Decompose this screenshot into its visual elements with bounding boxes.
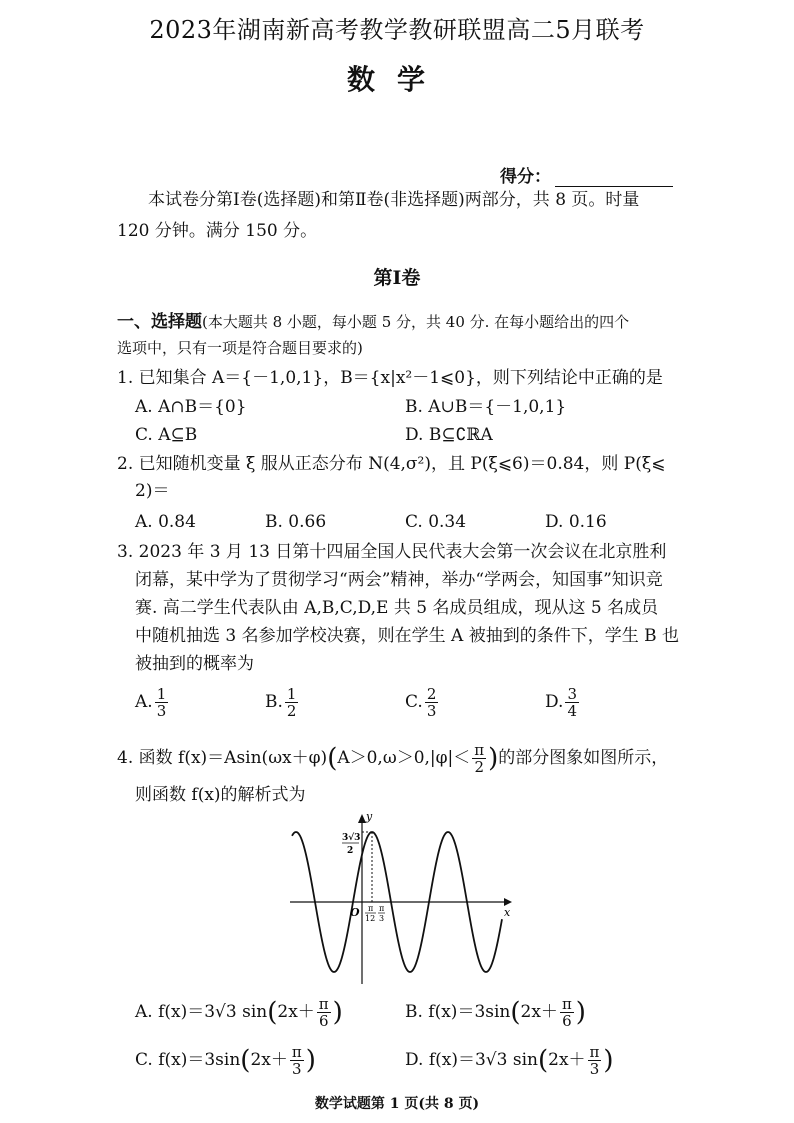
q2-option-a: A. 0.84	[135, 512, 196, 532]
part1-desc-1: (本大题共 8 小题，每小题 5 分，共 40 分. 在每小题给出的四个	[202, 313, 630, 331]
q1-option-c: C. A⊆B	[135, 425, 198, 445]
q2-option-d: D. 0.16	[545, 512, 607, 532]
intro-line-1: 本试卷分第Ⅰ卷(选择题)和第Ⅱ卷(非选择题)两部分，共 8 页。时量	[148, 190, 640, 210]
q3-line-1: 3. 2023 年 3 月 13 日第十四届全国人民代表大会第一次会议在北京胜利	[117, 542, 667, 562]
q4-option-b-fraction: $\frac{\pi}{6}$	[561, 995, 572, 1030]
peak-value-numerator: 3√3	[342, 833, 361, 843]
q1-stem: 1. 已知集合 A＝{－1,0,1}，B＝{x|x²－1⩽0}，则下列结论中正确的是	[117, 368, 663, 388]
q3-option-b-fraction: $\frac{1}{2}$	[286, 685, 297, 720]
q4-option-a-fraction: $\frac{\pi}{6}$	[318, 995, 329, 1030]
q4-stem-1: 4. 函数 f(x)＝Asin(ωx＋φ)(A＞0,ω＞0,|φ|＜ $\frac{\pi}{2}$ )的部分图象如图所示，	[117, 741, 669, 776]
q3-option-d-fraction: $\frac{3}{4}$	[567, 685, 577, 720]
q4-stem-2: 则函数 f(x)的解析式为	[135, 785, 306, 805]
subject-title: 数学	[346, 63, 447, 96]
x-axis-label: x	[504, 906, 511, 919]
score-label: 得分：	[500, 167, 551, 187]
score-blank	[555, 172, 673, 187]
q2-stem-1: 2. 已知随机变量 ξ 服从正态分布 N(4,σ²)，且 P(ξ⩽6)＝0.84，则 P(ξ⩽	[117, 454, 666, 474]
section-title: 第Ⅰ卷	[373, 267, 421, 289]
q1-option-d: D. B⊆∁ℝA	[405, 425, 493, 445]
q4-option-c: C. f(x)＝3sin(2x＋ $\frac{\pi}{3}$ )	[135, 1043, 316, 1078]
part1-heading	[117, 310, 629, 334]
part1-desc-2: 选项中，只有一项是符合题目要求的)	[117, 339, 363, 357]
q3-line-3: 赛. 高二学生代表队由 A,B,C,D,E 共 5 名成员组成，现从这 5 名成员	[135, 598, 659, 618]
exam-title: 2023年湖南新高考教学教研联盟高二5月联考	[149, 16, 645, 44]
y-axis-label: y	[366, 810, 373, 823]
peak-value-denominator: 2	[347, 846, 354, 856]
part1-label: 一、选择题	[117, 312, 202, 332]
q1-option-b: B. A∪B＝{－1,0,1}	[405, 397, 567, 417]
tick2-denominator: 3	[379, 914, 385, 923]
tick1-numerator: π	[368, 904, 374, 913]
q3-line-5: 被抽到的概率为	[135, 654, 254, 674]
q2-option-c: C. 0.34	[405, 512, 467, 532]
x-axis-arrow-icon	[504, 898, 512, 906]
q1-option-a: A. A∩B＝{0}	[135, 397, 247, 417]
q4-option-a: A. f(x)＝3√3 sin(2x＋ $\frac{\pi}{6}$ )	[135, 995, 343, 1030]
q3-option-a-fraction: $\frac{1}{3}$	[156, 685, 167, 720]
q3-line-2: 闭幕，某中学为了贯彻学习“两会”精神，举办“学两会，知国事”知识竞	[135, 570, 663, 590]
y-axis-arrow-icon	[358, 814, 366, 823]
q2-option-b: B. 0.66	[265, 512, 327, 532]
q4-option-d: D. f(x)＝3√3 sin(2x＋ $\frac{\pi}{3}$ )	[405, 1043, 614, 1078]
score-field	[500, 162, 673, 187]
page-footer: 数学试题第 1 页(共 8 页)	[314, 1096, 480, 1112]
q4-phi-bound-fraction: $\frac{\pi}{2}$	[474, 741, 485, 776]
q3-option-b: B. $\frac{1}{2}$	[265, 685, 297, 720]
origin-label: O	[350, 906, 360, 919]
q4-function-graph	[280, 808, 530, 993]
q3-option-c-fraction: $\frac{2}{3}$	[426, 685, 437, 720]
q3-option-d: D. $\frac{3}{4}$	[545, 685, 577, 720]
tick2-numerator: π	[379, 904, 385, 913]
q4-option-c-fraction: $\frac{\pi}{3}$	[291, 1043, 302, 1078]
q2-stem-2: 2)＝	[135, 481, 170, 501]
q4-option-d-fraction: $\frac{\pi}{3}$	[589, 1043, 600, 1078]
q3-option-c: C. $\frac{2}{3}$	[405, 685, 437, 720]
q3-line-4: 中随机抽选 3 名参加学校决赛，则在学生 A 被抽到的条件下，学生 B 也	[135, 626, 680, 646]
tick1-denominator: 12	[365, 914, 376, 923]
intro-line-2: 120 分钟。满分 150 分。	[117, 221, 318, 241]
q4-option-b: B. f(x)＝3sin(2x＋ $\frac{\pi}{6}$ )	[405, 995, 586, 1030]
q3-option-a: A. $\frac{1}{3}$	[135, 685, 167, 720]
